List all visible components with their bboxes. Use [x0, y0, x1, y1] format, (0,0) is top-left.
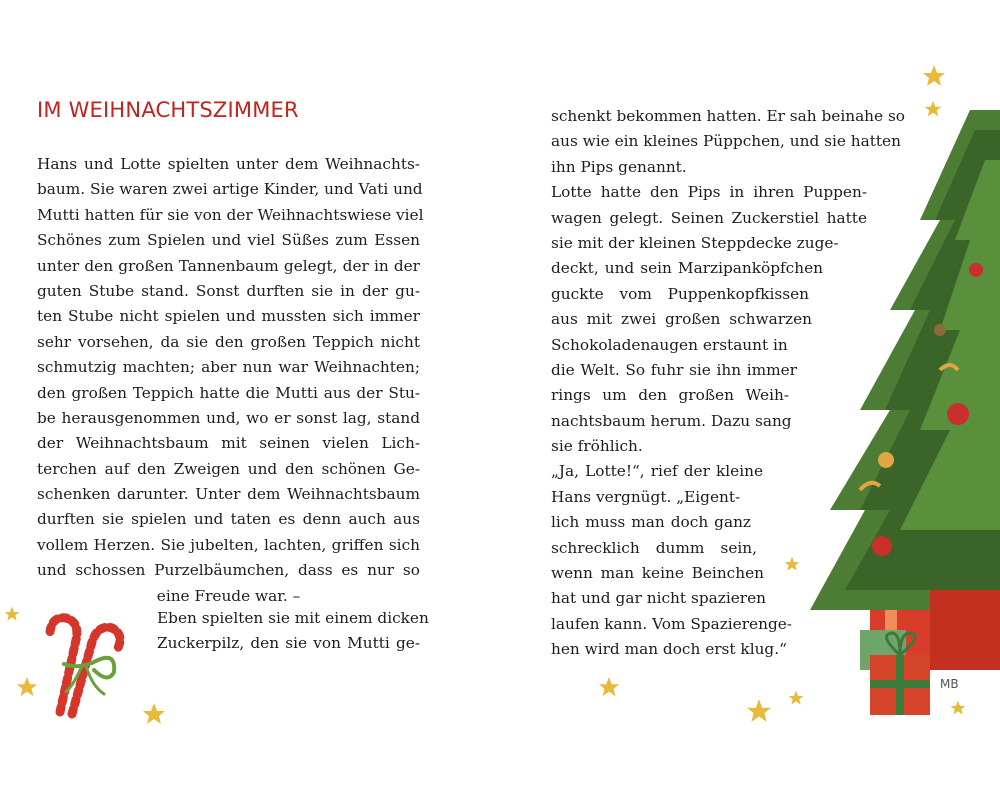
tree-foliage: [810, 110, 1000, 610]
text-line: wenn man keine Beinchen: [551, 564, 764, 583]
star-icon: [746, 698, 772, 724]
text-line: laufen kann. Vom Spazierenge-: [551, 614, 792, 633]
text-line: nachtsbaum herum. Dazu sang: [551, 411, 792, 430]
text-line: wagen gelegt. Seinen Zuckerstiel hatte: [551, 208, 867, 227]
chapter-title: IM WEIHNACHTSZIMMER: [37, 98, 299, 122]
star-icon: [924, 100, 942, 118]
text-line: vollem Herzen. Sie jubelten, lachten, griffen sich: [37, 535, 420, 554]
text-line: Eben spielten sie mit einem dicken: [157, 609, 429, 627]
text-line: Hans und Lotte spielten unter dem Weihnachts-: [37, 155, 420, 173]
text-line: den großen Teppich hatte die Mutti aus der Stu-: [37, 383, 420, 402]
text-line: eine Freude war. –: [156, 586, 301, 605]
text-line: sehr vorsehen, da sie den großen Teppich nicht: [37, 332, 420, 351]
text-line: und schossen Purzelbäumchen, dass es nur so: [37, 561, 420, 580]
text-line: die Welt. So fuhr sie ihn immer: [551, 360, 797, 379]
star-icon: [922, 64, 946, 88]
text-line: Mutti hatten für sie von der Weihnachtswiese viel: [37, 205, 424, 224]
text-line: hat und gar nicht spazieren: [551, 589, 766, 608]
star-icon: [142, 702, 166, 726]
star-icon: [16, 676, 38, 698]
text-line: aus wie ein kleines Püppchen, und sie hatten: [551, 132, 901, 151]
star-icon: [784, 556, 800, 572]
text-line: aus mit zwei großen schwarzen: [551, 310, 812, 329]
text-line: Lotte hatte den Pips in ihren Puppen-: [551, 183, 867, 202]
text-line: ihn Pips genannt.: [551, 157, 687, 176]
text-line: guten Stube stand. Sonst durften sie in der gu-: [37, 281, 420, 300]
star-icon: [598, 676, 620, 698]
christmas-tree-illustration: [790, 70, 1000, 730]
text-line: der Weihnachtsbaum mit seinen vielen Lich-: [37, 434, 420, 453]
text-line: sie mit der kleinen Steppdecke zuge-: [551, 233, 839, 252]
star-icon: [4, 606, 20, 622]
text-line: schrecklich dumm sein,: [551, 538, 757, 557]
text-line: „Ja, Lotte!“, rief der kleine: [551, 462, 763, 481]
star-icon: [950, 700, 966, 716]
text-line: Hans vergnügt. „Eigent-: [551, 487, 741, 506]
left-column-indented-text: [157, 606, 429, 657]
text-line: baum. Sie waren zwei artige Kinder, und Vati und: [37, 180, 423, 199]
text-line: schmutzig machten; aber nun war Weihnachten;: [37, 358, 420, 377]
text-line: rings um den großen Weih-: [551, 386, 789, 405]
text-line: ten Stube nicht spielen und mussten sich immer: [37, 307, 420, 326]
text-line: schenkt bekommen hatten. Er sah beinahe so: [551, 107, 906, 125]
text-line: schenken darunter. Unter dem Weihnachtsbaum: [37, 485, 420, 504]
left-column-text: [37, 152, 424, 609]
candy-cane-illustration: [20, 600, 140, 720]
text-line: guckte vom Puppenkopfkissen: [551, 284, 809, 303]
text-line: unter den großen Tannenbaum gelegt, der in der: [37, 256, 420, 275]
text-line: be herausgenommen und, wo er sonst lag, stand: [37, 408, 420, 427]
text-line: durften sie spielen und taten es denn auch aus: [37, 510, 420, 529]
star-icon: [788, 690, 804, 706]
illustrator-signature: MB: [940, 677, 959, 691]
text-line: Zuckerpilz, den sie von Mutti ge-: [157, 634, 420, 653]
text-line: deckt, und sein Marzipanköpfchen: [551, 259, 823, 278]
text-line: Schokoladenaugen erstaunt in: [551, 335, 788, 354]
text-line: hen wird man doch erst klug.“: [551, 640, 787, 659]
text-line: terchen auf den Zweigen und den schönen Ge-: [37, 459, 420, 478]
text-line: lich muss man doch ganz: [551, 513, 751, 532]
text-line: Schönes zum Spielen und viel Süßes zum Essen: [37, 231, 420, 250]
text-line: sie fröhlich.: [551, 437, 643, 456]
